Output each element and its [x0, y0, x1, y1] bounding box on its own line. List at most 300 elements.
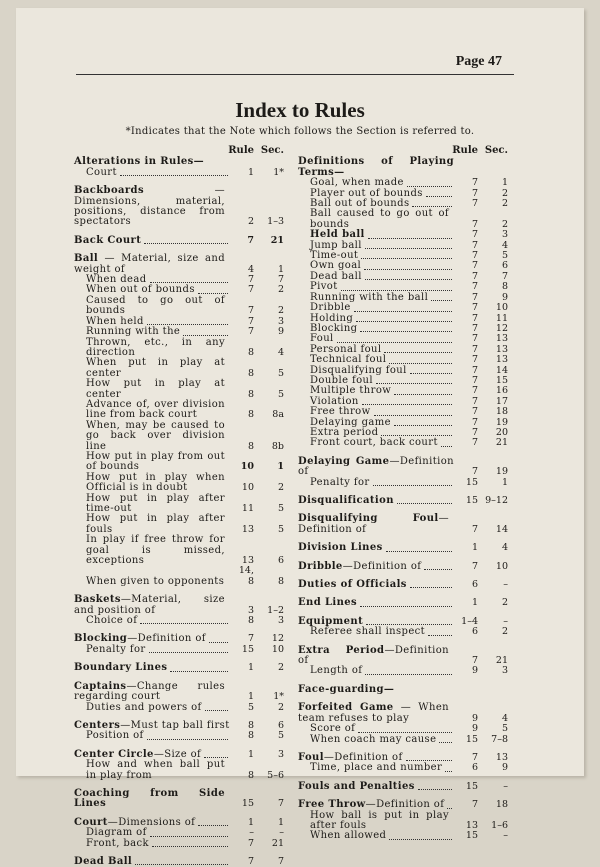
entry-text: When out of bounds	[86, 284, 195, 296]
dot-leader	[426, 196, 452, 197]
rule-number: 1	[247, 691, 254, 703]
entry-text: Choice of	[86, 615, 138, 627]
entry-text: Penalty for	[310, 476, 370, 488]
index-entry	[298, 646, 508, 667]
entry-text: Pivot	[310, 281, 338, 293]
dot-leader	[337, 342, 452, 343]
entry-text: Advance of, over division line from back court	[86, 398, 225, 421]
section-number: 14	[495, 364, 508, 376]
entry-text: —Dimensions of	[107, 816, 196, 828]
index-entry	[74, 358, 284, 379]
rule-number: 1	[247, 748, 254, 760]
dot-leader	[431, 300, 452, 301]
dot-leader	[439, 742, 452, 743]
section-number: 1*	[273, 691, 284, 703]
entry-text: Multiple throw	[310, 385, 392, 397]
rule-number: 7	[471, 523, 478, 535]
dot-leader	[356, 321, 452, 322]
entry-text: Own goal	[310, 260, 362, 272]
dot-leader	[376, 383, 452, 384]
entry-heading: Fouls and Penalties	[298, 780, 415, 792]
index-entry	[298, 438, 508, 448]
rule-number: 15	[465, 733, 478, 745]
entry-text: Ball out of bounds	[310, 198, 410, 210]
index-entry	[298, 496, 508, 506]
rule-number: 15	[241, 798, 254, 810]
section-number: 8	[277, 575, 284, 587]
index-entry	[298, 782, 508, 792]
entry-heading: Equipment	[298, 615, 364, 627]
dot-leader	[135, 864, 228, 865]
rule-number: 7	[471, 343, 478, 355]
entry-heading: Center Circle	[74, 748, 154, 760]
rule-number: 7	[471, 354, 478, 366]
section-number: 21	[495, 655, 508, 667]
index-entry	[298, 831, 508, 841]
entry-text: Double foul	[310, 374, 373, 386]
index-entry	[298, 580, 508, 590]
dot-leader	[447, 808, 452, 809]
dot-leader	[441, 446, 452, 447]
rule-number: 15	[465, 495, 478, 506]
rule-number: 13	[241, 523, 254, 535]
rule-number: 9	[471, 723, 478, 735]
section-number: 5	[277, 503, 284, 514]
rule-number: 15	[241, 643, 254, 655]
entry-heading: Free Throw	[298, 799, 366, 811]
index-entry	[74, 857, 284, 867]
rule-number: 7	[471, 385, 478, 397]
section-number: 9	[501, 291, 508, 303]
rule-number: 1	[471, 542, 478, 554]
rule-number: 9	[471, 712, 478, 724]
rule-number: 7	[471, 333, 478, 345]
entry-text: Personal foul	[310, 343, 382, 355]
entry-heading: Definitions of Playing Terms—	[298, 156, 454, 178]
index-entry	[74, 400, 284, 421]
section-number: 2	[501, 218, 508, 230]
rule-number: 9	[471, 665, 478, 677]
index-entry	[74, 296, 284, 317]
sec-header: Sec.	[260, 145, 284, 156]
index-entry	[74, 514, 284, 535]
rule-number: 7	[471, 466, 478, 478]
column-header	[298, 146, 508, 156]
index-entry	[298, 457, 508, 478]
dot-leader	[354, 311, 452, 312]
entry-heading: Back Court	[74, 234, 142, 246]
entry-text: In play if free throw for goal is missed, exceptions	[86, 534, 225, 567]
entry-text: Position of	[86, 730, 144, 742]
section-number: 15	[495, 374, 508, 386]
section-number: 6	[277, 555, 284, 567]
entry-text: How put in play after fouls	[86, 513, 225, 535]
rule-number: 1	[247, 816, 254, 828]
rule-number: 7	[471, 187, 478, 199]
entry-text: When put in play at center	[86, 357, 225, 379]
page	[16, 8, 584, 867]
index-entry	[298, 514, 508, 535]
rule-number: 7	[471, 364, 478, 376]
entry-text: Held ball	[310, 229, 365, 241]
index-entry	[74, 338, 284, 359]
entry-text: —Material, size and position of	[74, 594, 225, 616]
rule-number: 10	[241, 482, 254, 494]
index-entry	[298, 703, 508, 724]
section-number: 2	[501, 626, 508, 638]
entry-text: — Dimensions, material, positions, distance from spectators	[74, 185, 225, 228]
section-number: 2	[501, 597, 508, 609]
dot-leader	[374, 415, 452, 416]
entry-text: How and when ball put in play from	[86, 759, 225, 781]
entry-text: When given to opponents	[86, 575, 225, 587]
dot-leader	[183, 335, 228, 336]
section-number: 4	[501, 542, 508, 554]
index-entry	[298, 209, 508, 230]
rule-number: 8	[247, 346, 254, 358]
dot-leader	[198, 293, 228, 294]
entry-text: Penalty for	[86, 643, 146, 655]
dot-leader	[386, 551, 452, 552]
section-number: 7	[501, 270, 508, 282]
entry-heading: Division Lines	[298, 542, 383, 554]
entry-text: —Definition of	[127, 633, 206, 645]
entry-heading: Blocking	[74, 633, 128, 645]
rule-number: 7	[471, 560, 478, 572]
section-number: 8a	[272, 409, 284, 421]
section-number: –	[503, 579, 508, 591]
section-number: 1*	[273, 166, 284, 178]
rule-number: 7	[471, 374, 478, 386]
dot-leader	[428, 635, 452, 636]
page-number: Page 47	[455, 54, 502, 69]
entry-text: When dead	[86, 274, 147, 286]
index-entry	[298, 157, 508, 178]
entry-text: Violation	[310, 395, 359, 407]
section-number: 2	[277, 284, 284, 296]
section-number: 1	[501, 177, 508, 189]
entry-heading: Disqualification	[298, 495, 394, 506]
dot-leader	[205, 710, 228, 711]
dot-leader	[394, 394, 452, 395]
section-number: 1	[277, 816, 284, 828]
entry-text: —Definition of	[298, 513, 449, 535]
rule-number: 8	[247, 769, 254, 781]
rule-number: 7	[471, 322, 478, 334]
index-entry	[298, 735, 508, 745]
rule-number: 10	[240, 461, 254, 473]
entry-text: When held	[86, 315, 144, 327]
dot-leader	[198, 825, 228, 826]
entry-text: Diagram of	[86, 827, 147, 839]
entry-text: —Definition of	[365, 799, 445, 811]
entry-heading: Extra Period	[298, 644, 385, 656]
dot-leader	[170, 671, 228, 672]
section-number: 18	[495, 799, 508, 811]
entry-heading: Dribble	[298, 560, 343, 572]
dot-leader	[381, 435, 452, 436]
entry-text: Disqualifying foul	[310, 364, 407, 376]
section-number: 11	[495, 312, 508, 324]
section-number: 5	[277, 367, 284, 379]
section-number: 7	[277, 798, 284, 810]
section-number: 12	[495, 322, 508, 334]
dot-leader	[360, 606, 452, 607]
entry-text: How put in play when Official is in doubt	[86, 471, 225, 494]
index-entry	[74, 168, 284, 178]
dot-leader	[389, 363, 452, 364]
rule-number: 7	[247, 855, 254, 867]
index-entry	[74, 760, 284, 781]
entry-text: Player out of bounds	[310, 187, 423, 199]
rule-number: 7	[471, 291, 478, 303]
index-entry	[74, 616, 284, 626]
entry-text: When, may be caused to go back over division line	[86, 419, 225, 452]
rule-number: 7	[247, 274, 254, 286]
section-number: 8	[501, 281, 508, 293]
entry-text: Holding	[310, 312, 354, 324]
index-entry	[74, 236, 284, 246]
entry-text: How put in play from out of bounds	[86, 450, 225, 473]
dot-leader	[424, 569, 452, 570]
rule-number: 15	[465, 476, 478, 488]
section-number: 10	[495, 302, 508, 314]
rule-number: 13	[241, 555, 254, 567]
section-number: 4	[501, 239, 508, 251]
rule-number: 7	[471, 218, 478, 230]
rule-number: 7	[471, 751, 478, 763]
entry-heading: Alterations in Rules—	[74, 156, 205, 168]
rule-number: 6	[471, 626, 478, 638]
rule-number: 8	[247, 730, 254, 742]
entries-right	[298, 157, 508, 841]
entry-heading: Court	[74, 816, 108, 828]
dot-leader	[366, 624, 452, 625]
entry-text: Foul	[310, 333, 334, 345]
entry-text: When coach may cause	[310, 733, 437, 745]
entry-text: Court	[86, 166, 117, 178]
rule-number: 7	[471, 260, 478, 272]
section-number: 7–8	[491, 733, 508, 745]
dot-leader	[147, 324, 228, 325]
rule-number: 7	[471, 239, 478, 251]
section-number: 13	[495, 343, 508, 355]
section-number: 14	[495, 523, 508, 535]
rule-number: 7	[471, 416, 478, 428]
section-number: 6	[501, 260, 508, 272]
section-number: 10	[495, 560, 508, 572]
section-number: 9	[277, 326, 284, 338]
entry-text: Goal, when made	[310, 177, 404, 189]
rule-number: 3	[247, 604, 254, 616]
index-entry	[298, 478, 508, 488]
section-number: 2	[277, 662, 284, 674]
entry-text: How ball is put in play after fouls	[310, 809, 449, 831]
entry-text: When allowed	[310, 830, 387, 842]
rule-number: 7	[471, 281, 478, 293]
index-entry	[298, 627, 508, 637]
rule-number: 7	[471, 655, 478, 667]
entry-text: Time-out	[310, 250, 359, 262]
index-entry	[74, 703, 284, 713]
dot-leader	[397, 503, 452, 504]
dot-leader	[120, 175, 228, 176]
section-number: 5	[277, 523, 284, 535]
dot-leader	[389, 839, 452, 840]
section-number: 16	[495, 385, 508, 397]
rule-number: 6	[471, 579, 478, 591]
section-number: 2	[501, 198, 508, 210]
rule-number: 8	[247, 409, 254, 421]
dot-leader	[150, 282, 228, 283]
dot-leader	[341, 290, 452, 291]
rule-number: 7	[471, 270, 478, 282]
entry-heading: Baskets	[74, 594, 121, 606]
section-number: 4	[501, 712, 508, 724]
dot-leader	[365, 248, 452, 249]
rule-number: 8	[247, 440, 254, 452]
index-entry	[74, 254, 284, 275]
rule-number: 6	[471, 762, 478, 774]
section-number: 20	[495, 426, 508, 438]
entries-left	[74, 157, 284, 867]
entry-text: Running with the	[86, 326, 181, 338]
section-number: 2	[277, 701, 284, 713]
section-number: 5	[277, 388, 284, 400]
entry-text: Time, place and number	[310, 762, 443, 774]
entry-text: —Must tap ball first	[120, 719, 230, 731]
entry-text: Free throw	[310, 406, 371, 418]
section-number: 1–2	[267, 604, 284, 616]
index-entry	[298, 685, 508, 695]
rule-number: 15	[465, 780, 478, 792]
section-number: 1	[277, 263, 284, 275]
section-number: 2	[277, 482, 284, 494]
rule-number: 7	[471, 312, 478, 324]
dot-leader	[358, 732, 452, 733]
section-number: 17	[495, 395, 508, 407]
page-title: Index to Rules	[235, 98, 365, 122]
header-rule	[76, 74, 514, 75]
rule-number: 7	[247, 284, 254, 296]
rule-number: 7	[247, 234, 254, 246]
rule-number: 7	[247, 315, 254, 327]
section-number: 10	[271, 643, 284, 655]
entry-text: Score of	[310, 723, 356, 735]
entry-text: Front court, back court	[310, 437, 438, 449]
entry-heading: Centers	[74, 719, 121, 731]
entry-heading: Disqualifying Foul	[298, 513, 439, 525]
section-number: –	[503, 780, 508, 792]
entry-text: Dead ball	[310, 270, 362, 282]
section-number: 3	[277, 615, 284, 627]
entry-text: — Material, size and weight of	[74, 253, 225, 275]
index-entry	[74, 595, 284, 616]
dot-leader	[144, 243, 228, 244]
section-number: –	[279, 827, 284, 839]
dot-leader	[364, 269, 452, 270]
entry-text: Length of	[310, 665, 363, 677]
section-number: 8b	[271, 440, 284, 452]
dot-leader	[368, 238, 452, 239]
section-number: 5–6	[267, 769, 284, 781]
section-number: 1–3	[267, 216, 284, 228]
rule-number: 7	[471, 437, 478, 449]
dot-leader	[360, 331, 452, 332]
rule-number: 14, 8	[238, 565, 254, 587]
rule-number: 7	[471, 406, 478, 418]
section-number: 9	[501, 762, 508, 774]
entry-text: Blocking	[310, 322, 358, 334]
dot-leader	[209, 642, 228, 643]
section-number: 1–6	[491, 819, 508, 831]
rule-number: 7	[471, 177, 478, 189]
index-entry	[74, 186, 284, 228]
entry-text: How put in play at center	[86, 378, 225, 400]
section-number: –	[503, 830, 508, 842]
index-entry	[74, 473, 284, 494]
index-entry	[74, 645, 284, 655]
index-entry	[298, 811, 508, 832]
rule-number: 11	[241, 503, 254, 514]
rule-number: 7	[247, 633, 254, 645]
rule-number: 15	[465, 830, 478, 842]
entry-text: Extra period	[310, 426, 379, 438]
dot-leader	[147, 739, 228, 740]
section-number: 4	[277, 346, 284, 358]
rule-header: Rule	[452, 145, 478, 156]
dot-leader	[373, 485, 452, 486]
rule-number: 7	[247, 326, 254, 338]
dot-leader	[362, 404, 452, 405]
section-number: 13	[495, 751, 508, 763]
section-number: 18	[495, 406, 508, 418]
section-number: 21	[495, 437, 508, 449]
entry-text: Jump ball	[310, 239, 362, 251]
entry-heading: Foul	[298, 751, 324, 763]
rule-number: 7	[471, 250, 478, 262]
entry-text: — When team refuses to play	[298, 702, 449, 724]
dot-leader	[407, 186, 452, 187]
entry-text: —Definition of	[298, 455, 454, 478]
entry-text: Ball caused to go out of bounds	[310, 208, 449, 230]
dot-leader	[149, 652, 228, 653]
entry-heading: Backboards	[74, 185, 144, 197]
section-number: 3	[501, 665, 508, 677]
entry-text: Running with the ball	[310, 291, 429, 303]
section-number: 9–12	[485, 495, 508, 506]
index-entry	[74, 379, 284, 400]
index-entry	[74, 663, 284, 673]
entry-text: —Definition of	[298, 644, 449, 667]
sec-header: Sec.	[484, 145, 508, 156]
rule-number: 5	[247, 701, 254, 713]
section-number: 3	[277, 748, 284, 760]
section-number: 19	[495, 466, 508, 478]
rule-number: 2	[247, 216, 254, 228]
section-number: 1	[501, 476, 508, 488]
index-entry	[74, 789, 284, 810]
rule-number: 1	[247, 166, 254, 178]
rule-number: 8	[247, 388, 254, 400]
entry-text: —Definition of	[323, 751, 403, 763]
section-number: 6	[277, 719, 284, 731]
dot-leader	[140, 623, 228, 624]
dot-leader	[365, 279, 452, 280]
rule-header: Rule	[228, 145, 254, 156]
dot-leader	[394, 425, 452, 426]
index-column-right	[298, 146, 508, 842]
